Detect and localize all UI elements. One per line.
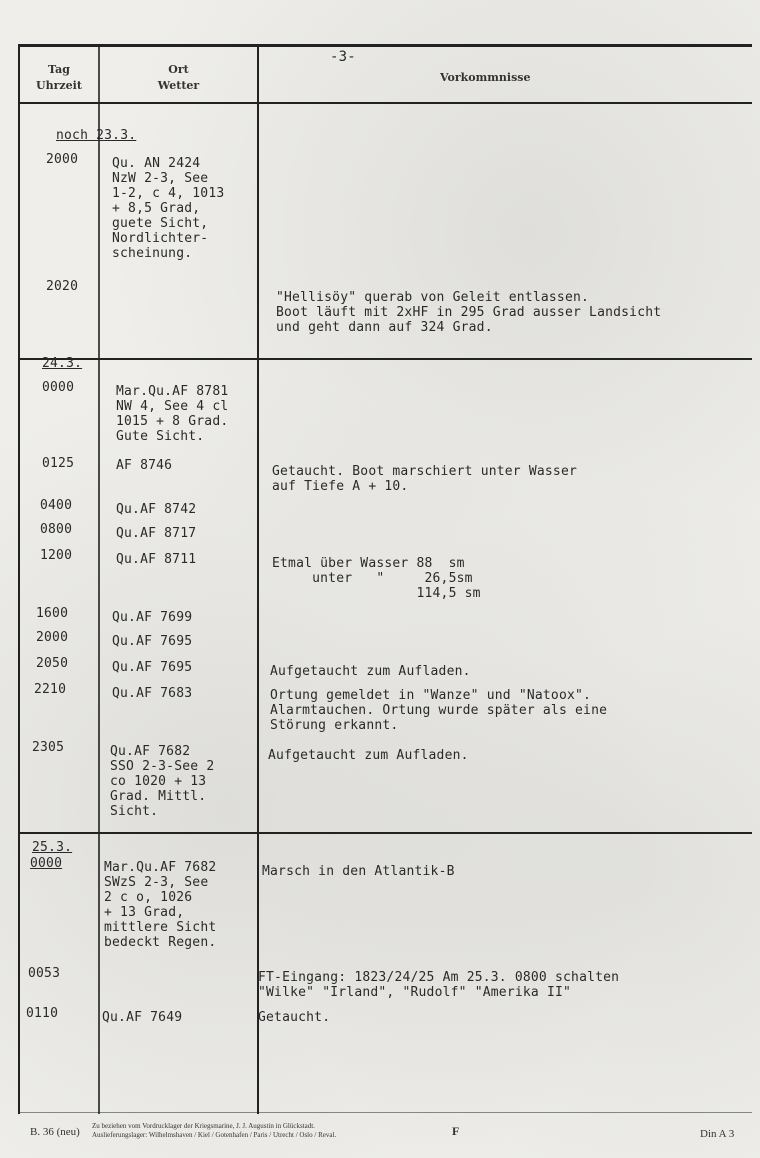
entry-text: Etmal über Wasser 88 sm unter " 26,5sm 114,5 sm: [272, 556, 481, 601]
entry-time: 2000: [46, 152, 79, 167]
paper-size: Din A 3: [700, 1128, 735, 1140]
left-border: [18, 44, 20, 1114]
entry-ort: Qu.AF 8711: [116, 552, 197, 567]
entry-time: 0400: [40, 498, 73, 513]
entry-text: FT-Eingang: 1823/24/25 Am 25.3. 0800 schalten "Wilke" "Irland", "Rudolf" "Amerika II": [258, 970, 620, 1000]
entry-time: 0000: [42, 380, 75, 395]
page-number: -3-: [330, 49, 356, 65]
section-date: 25.3.: [32, 840, 73, 855]
header-ort-label: Ort: [168, 63, 189, 76]
header-tag-label: Tag: [48, 63, 70, 76]
entry-time: 2210: [34, 682, 67, 697]
entry-ort: Qu.AF 7683: [112, 686, 193, 701]
header-uhrzeit-label: Uhrzeit: [36, 79, 82, 92]
entry-time: 2000: [36, 630, 69, 645]
entry-time: 2020: [46, 279, 79, 294]
section-divider-24: [18, 358, 752, 360]
top-border: [18, 44, 752, 47]
column-divider-1: [98, 44, 100, 1114]
section-date: 24.3.: [42, 356, 83, 371]
entry-text: "Hellisöy" querab von Geleit entlassen. Boot läuft mit 2xHF in 295 Grad ausser Landsicht und geht dann auf 324 Grad.: [276, 290, 662, 335]
entry-ort: Qu.AF 8742: [116, 502, 197, 517]
column-divider-2: [257, 44, 259, 1114]
entry-text: Aufgetaucht zum Aufladen.: [270, 664, 471, 679]
entry-ort: Qu.AF 7682 SSO 2-3-See 2 co 1020 + 13 Grad. Mittl. Sicht.: [110, 744, 215, 819]
entry-ort: Mar.Qu.AF 8781 NW 4, See 4 cl 1015 + 8 Grad. Gute Sicht.: [116, 384, 229, 444]
entry-text: Aufgetaucht zum Aufladen.: [268, 748, 469, 763]
entry-time: 0110: [26, 1006, 59, 1021]
header-divider: [18, 102, 752, 104]
section-date: noch 23.3.: [56, 128, 137, 143]
entry-text: Getaucht. Boot marschiert unter Wasser auf Tiefe A + 10.: [272, 464, 578, 494]
footer-mark: F: [452, 1124, 460, 1138]
entry-ort: Qu.AF 8717: [116, 526, 197, 541]
entry-time: 1600: [36, 606, 69, 621]
header-vorkommnisse: Vorkommnisse: [440, 71, 531, 84]
entry-ort: Qu.AF 7699: [112, 610, 193, 625]
entry-time: 2305: [32, 740, 65, 755]
header-tag: [20, 62, 98, 94]
header-wetter-label: Wetter: [157, 79, 200, 92]
printer-line-1: Zu beziehen vom Vordrucklager der Kriegsmarine, J. J. Augustin in Glückstadt.: [92, 1122, 315, 1130]
entry-time: 2050: [36, 656, 69, 671]
entry-time: 0125: [42, 456, 75, 471]
section-divider-25: [18, 832, 752, 834]
entry-ort: Qu.AF 7695: [112, 660, 193, 675]
entry-time: 0000: [30, 856, 63, 871]
entry-ort: Qu.AF 7695: [112, 634, 193, 649]
bottom-line: [18, 1112, 752, 1113]
printer-line-2: Auslieferungslager: Wilhelmshaven / Kiel / Gotenhafen / Paris / Utrecht / Oslo / Reval.: [92, 1131, 337, 1139]
entry-text: Getaucht.: [258, 1010, 331, 1025]
entry-ort: AF 8746: [116, 458, 173, 473]
printer-info: [92, 1122, 452, 1140]
form-id: B. 36 (neu): [30, 1126, 80, 1138]
entry-text: Marsch in den Atlantik-B: [262, 864, 455, 879]
entry-ort: Mar.Qu.AF 7682 SWzS 2-3, See 2 c o, 1026 + 13 Grad, mittlere Sicht bedeckt Regen.: [104, 860, 217, 950]
entry-time: 0800: [40, 522, 73, 537]
entry-ort: Qu.AF 7649: [102, 1010, 183, 1025]
entry-text: Ortung gemeldet in "Wanze" und "Natoox". Alarmtauchen. Ortung wurde später als eine Störung erkannt.: [270, 688, 608, 733]
entry-time: 1200: [40, 548, 73, 563]
entry-ort: Qu. AN 2424 NzW 2-3, See 1-2, c 4, 1013 + 8,5 Grad, guete Sicht, Nordlichter- scheinung.: [112, 156, 225, 261]
header-ort: [100, 62, 257, 94]
entry-time: 0053: [28, 966, 61, 981]
